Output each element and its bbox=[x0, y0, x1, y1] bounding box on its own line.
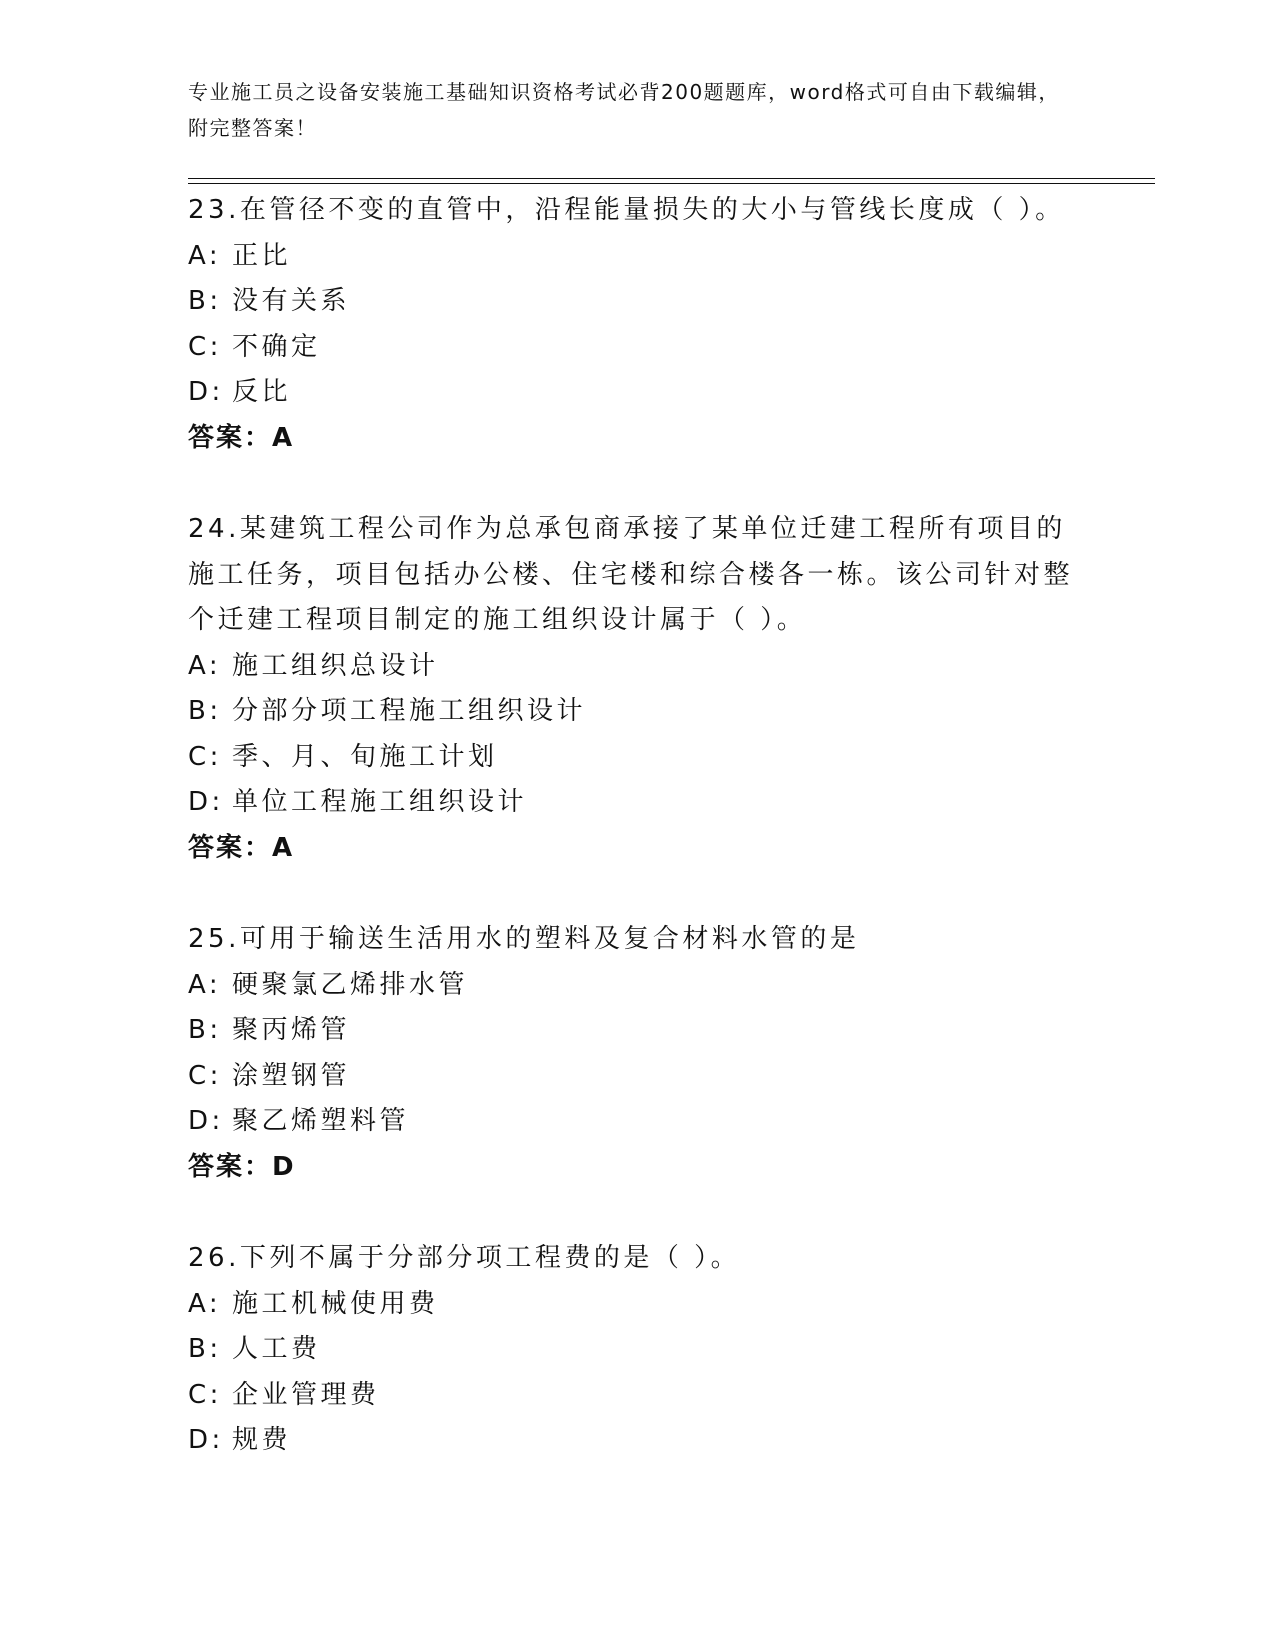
option-text: 企业管理费 bbox=[232, 1379, 380, 1410]
question-text: 在管径不变的直管中，沿程能量损失的大小与管线长度成（ ）。 bbox=[239, 195, 1065, 225]
option-text: 分部分项工程施工组织设计 bbox=[232, 696, 587, 726]
option-text: 聚乙烯塑料管 bbox=[232, 1106, 410, 1136]
option-text: 季、月、旬施工计划 bbox=[232, 741, 498, 772]
option-c bbox=[188, 735, 1088, 781]
option-a bbox=[188, 644, 1088, 690]
option-key: A: bbox=[188, 1288, 222, 1319]
option-text: 聚丙烯管 bbox=[232, 1015, 351, 1045]
option-d bbox=[188, 370, 1088, 416]
question-stem bbox=[188, 1236, 1088, 1282]
option-key: B: bbox=[188, 1334, 222, 1364]
option-text: 人工费 bbox=[232, 1334, 321, 1364]
option-key: C: bbox=[188, 1379, 222, 1410]
option-b bbox=[188, 1008, 1088, 1054]
option-key: B: bbox=[188, 696, 222, 726]
question-25 bbox=[188, 917, 1088, 1190]
option-b bbox=[188, 689, 1088, 735]
option-b bbox=[188, 279, 1088, 325]
option-key: B: bbox=[188, 1015, 222, 1045]
option-a bbox=[188, 1282, 1088, 1328]
question-stem bbox=[188, 507, 1088, 644]
option-text: 没有关系 bbox=[232, 286, 351, 316]
option-key: A: bbox=[188, 969, 222, 1000]
option-key: D: bbox=[188, 1425, 224, 1455]
question-text: 可用于输送生活用水的塑料及复合材料水管的是 bbox=[239, 924, 860, 954]
question-list bbox=[188, 188, 1088, 1510]
header-divider-bottom bbox=[188, 183, 1155, 184]
option-text: 施工机械使用费 bbox=[232, 1288, 439, 1319]
document-header: 专业施工员之设备安装施工基础知识资格考试必背200题题库，word格式可自由下载编辑，附完整答案！ bbox=[188, 80, 1060, 140]
question-stem bbox=[188, 917, 1088, 963]
option-text: 规费 bbox=[232, 1425, 292, 1455]
question-number: 23. bbox=[188, 195, 240, 225]
option-key: C: bbox=[188, 331, 222, 362]
answer-line: 答案：D bbox=[188, 1151, 296, 1182]
option-c bbox=[188, 325, 1088, 371]
option-key: D: bbox=[188, 787, 224, 817]
option-key: A: bbox=[188, 240, 222, 271]
question-number: 26. bbox=[188, 1243, 240, 1273]
question-23 bbox=[188, 188, 1088, 461]
option-text: 反比 bbox=[232, 377, 292, 407]
option-key: C: bbox=[188, 1060, 222, 1091]
option-c bbox=[188, 1373, 1088, 1419]
question-number: 24. bbox=[188, 514, 240, 544]
option-c bbox=[188, 1054, 1088, 1100]
answer-line: 答案：A bbox=[188, 832, 295, 863]
question-24 bbox=[188, 507, 1088, 871]
option-b bbox=[188, 1327, 1088, 1373]
option-key: D: bbox=[188, 377, 224, 407]
option-text: 施工组织总设计 bbox=[232, 650, 439, 681]
option-d bbox=[188, 1418, 1088, 1464]
question-stem bbox=[188, 188, 1088, 234]
question-26 bbox=[188, 1236, 1088, 1464]
question-text: 下列不属于分部分项工程费的是（ ）。 bbox=[239, 1243, 741, 1273]
answer-line: 答案：A bbox=[188, 422, 295, 453]
question-number: 25. bbox=[188, 924, 240, 954]
option-key: A: bbox=[188, 650, 222, 681]
option-key: B: bbox=[188, 286, 222, 316]
option-text: 单位工程施工组织设计 bbox=[232, 787, 528, 817]
question-text: 某建筑工程公司作为总承包商承接了某单位迁建工程所有项目的施工任务，项目包括办公楼、住宅楼和综合楼各一栋。该公司针对整个迁建工程项目制定的施工组织设计属于（ ）。 bbox=[188, 514, 1074, 635]
option-a bbox=[188, 234, 1088, 280]
option-key: D: bbox=[188, 1106, 224, 1136]
option-text: 正比 bbox=[232, 240, 292, 271]
option-key: C: bbox=[188, 741, 222, 772]
option-text: 涂塑钢管 bbox=[232, 1060, 351, 1091]
option-text: 硬聚氯乙烯排水管 bbox=[232, 969, 469, 1000]
option-text: 不确定 bbox=[232, 331, 321, 362]
header-divider-top bbox=[188, 178, 1155, 179]
option-a bbox=[188, 963, 1088, 1009]
option-d bbox=[188, 780, 1088, 826]
option-d bbox=[188, 1099, 1088, 1145]
